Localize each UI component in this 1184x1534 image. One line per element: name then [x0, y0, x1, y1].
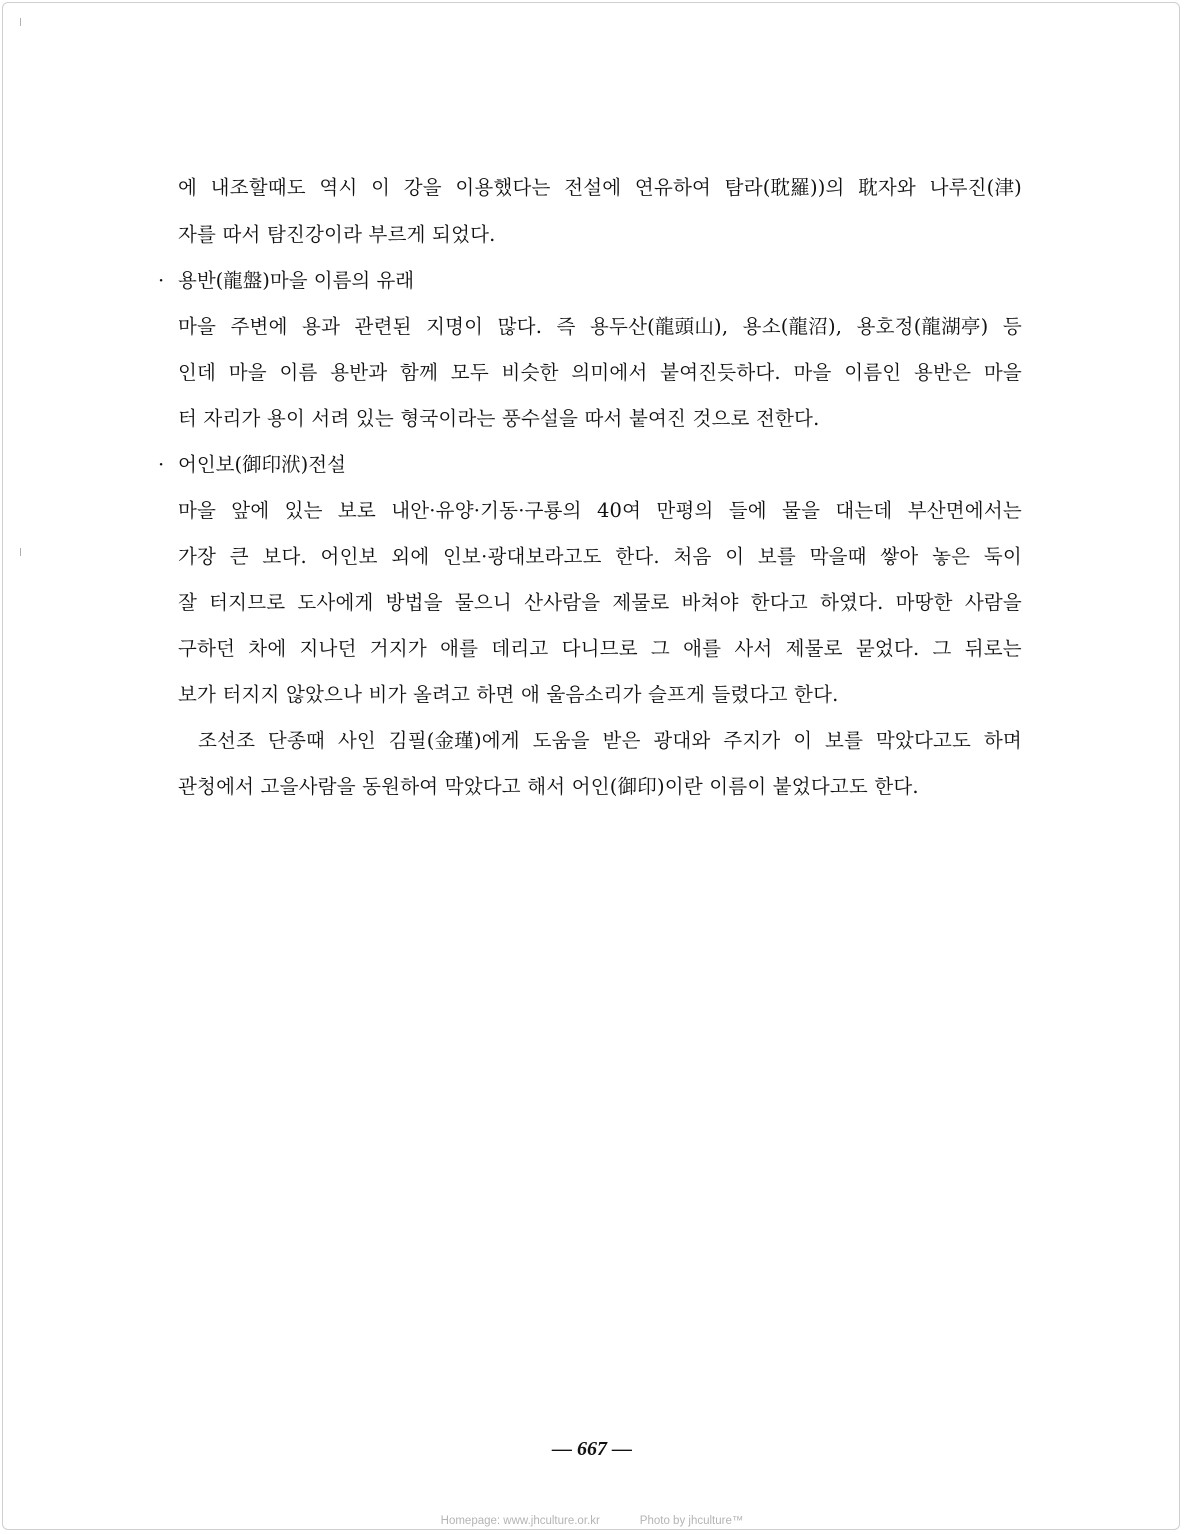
- word: 용반과: [330, 361, 388, 384]
- word: 연유하여: [634, 176, 712, 199]
- word: 이: [371, 176, 391, 199]
- word: 있는: [284, 499, 323, 522]
- word: 거지가: [369, 637, 427, 660]
- word: 모두: [450, 361, 489, 384]
- text-line: 자를 따서 탐진강이라 부르게 되었다.: [178, 223, 496, 246]
- text-line: [198, 726, 1022, 756]
- word: 비슷한: [501, 361, 559, 384]
- word: 만평의: [656, 499, 714, 522]
- word: 관련된: [354, 315, 412, 338]
- word: 처음: [673, 545, 712, 568]
- bullet-icon: ·: [158, 453, 165, 476]
- word: 둑이: [983, 545, 1022, 568]
- word: 함께: [400, 361, 439, 384]
- text-line: [178, 496, 1022, 526]
- text-line: 관청에서 고을사람을 동원하여 막았다고 해서 어인(御印)이란 이름이 붙었다고도 한다.: [178, 775, 919, 798]
- word: 뒤로는: [964, 637, 1022, 660]
- word: 40여: [596, 499, 642, 522]
- footer-credits: [0, 1515, 1184, 1527]
- word: 마을: [178, 315, 217, 338]
- word: 가장: [178, 545, 217, 568]
- word: 물을: [782, 499, 821, 522]
- word: 용호정(龍湖亭): [856, 315, 989, 338]
- heading-text: 용반(龍盤)마을 이름의 유래: [178, 269, 415, 292]
- word: 이: [725, 545, 745, 568]
- word: 탐라(耽羅))의: [724, 176, 845, 199]
- word: 대는데: [835, 499, 893, 522]
- word: 애를: [683, 637, 722, 660]
- word: 앞에: [231, 499, 270, 522]
- word: 보다.: [262, 545, 307, 568]
- page-number: — 667 —: [552, 1438, 632, 1460]
- word: 이름: [279, 361, 318, 384]
- word: 보로: [337, 499, 376, 522]
- word: 붙여진듯하다.: [660, 361, 781, 384]
- word: 물으니: [454, 591, 512, 614]
- word: 잘: [178, 591, 198, 614]
- word: 사서: [734, 637, 773, 660]
- word: 용소(龍沼),: [742, 315, 843, 338]
- word: 그: [650, 637, 670, 660]
- word: 내조할때도: [210, 176, 306, 199]
- word: 등: [1002, 315, 1022, 338]
- word: 그: [932, 637, 952, 660]
- word: 묻었다.: [855, 637, 920, 660]
- text-line: [178, 173, 1022, 203]
- word: 터지므로: [209, 591, 286, 614]
- word: 한다고: [750, 591, 808, 614]
- word: 한다.: [615, 545, 660, 568]
- word: 제물로: [785, 637, 843, 660]
- word: 마을: [178, 499, 217, 522]
- word: 막았다고도: [875, 729, 972, 752]
- word: 하며: [983, 729, 1022, 752]
- word: 도사에게: [297, 591, 374, 614]
- text-line: 보가 터지지 않았으나 비가 올려고 하면 애 울음소리가 슬프게 들렸다고 한다.: [178, 683, 839, 706]
- word: 용두산(龍頭山),: [590, 315, 729, 338]
- word: 강을: [403, 176, 442, 199]
- word: 외에: [391, 545, 430, 568]
- text-line: [178, 542, 1022, 572]
- word: 보를: [757, 545, 796, 568]
- word: 김필(金瑾)에게: [388, 729, 520, 752]
- bullet-icon: ·: [158, 269, 165, 292]
- word: 놓은: [932, 545, 971, 568]
- word: 지나던: [299, 637, 357, 660]
- text-line: [178, 312, 1022, 342]
- scan-mark: [20, 18, 21, 26]
- word: 내안·유양·기동·구룡의: [391, 499, 582, 522]
- section-heading-yongban: [158, 266, 414, 296]
- word: 이: [793, 729, 813, 752]
- word: 구하던: [178, 637, 236, 660]
- word: 방법을: [385, 591, 443, 614]
- word: 지명이: [426, 315, 484, 338]
- word: 데리고: [491, 637, 549, 660]
- word: 마을: [228, 361, 267, 384]
- word: 즉: [556, 315, 576, 338]
- word: 받은: [602, 729, 641, 752]
- word: 많다.: [497, 315, 543, 338]
- text-line: [178, 358, 1022, 388]
- word: 들에: [728, 499, 767, 522]
- word: 큰: [229, 545, 249, 568]
- word: 광대와: [653, 729, 711, 752]
- word: 마땅한: [895, 591, 953, 614]
- word: 마을: [983, 361, 1022, 384]
- text-line: 터 자리가 용이 서려 있는 형국이라는 풍수설을 따서 붙여진 것으로 전한다.: [178, 407, 820, 430]
- word: 마을: [793, 361, 832, 384]
- word: 쌓아: [880, 545, 919, 568]
- word: 제물로: [612, 591, 670, 614]
- heading-text: 어인보(御印洑)전설: [178, 453, 346, 476]
- word: 조선조: [198, 729, 256, 752]
- word: 하였다.: [819, 591, 884, 614]
- text-line: [178, 634, 1022, 664]
- word: 역시: [319, 176, 358, 199]
- word: 주지가: [723, 729, 781, 752]
- word: 耽자와: [858, 176, 916, 199]
- section-heading-eoinbo: [158, 450, 346, 480]
- word: 단종때: [267, 729, 326, 752]
- word: 용반은: [914, 361, 972, 384]
- word: 도움을: [532, 729, 590, 752]
- word: 이용했다는: [455, 176, 551, 199]
- word: 애를: [440, 637, 479, 660]
- word: 인데: [178, 361, 217, 384]
- word: 산사람을: [524, 591, 601, 614]
- word: 바쳐야: [681, 591, 739, 614]
- photo-credit-text: Photo by jhculture™: [639, 1515, 744, 1527]
- word: 어인보: [320, 545, 378, 568]
- word: 사람을: [964, 591, 1022, 614]
- word: 이름인: [844, 361, 902, 384]
- homepage-text: Homepage: www.jhculture.or.kr: [440, 1515, 600, 1527]
- scan-mark: [20, 548, 21, 556]
- word: 보를: [825, 729, 864, 752]
- word: 사인: [337, 729, 376, 752]
- word: 에: [178, 176, 198, 199]
- word: 주변에: [230, 315, 288, 338]
- word: 다니므로: [561, 637, 638, 660]
- word: 의미에서: [571, 361, 648, 384]
- word: 나루진(津): [929, 176, 1022, 199]
- word: 차에: [248, 637, 287, 660]
- word: 전설에: [564, 176, 622, 199]
- word: 부산면에서는: [907, 499, 1022, 522]
- word: 막을때: [809, 545, 867, 568]
- text-line: [178, 588, 1022, 618]
- word: 용과: [302, 315, 341, 338]
- word: 인보·광대보라고도: [443, 545, 602, 568]
